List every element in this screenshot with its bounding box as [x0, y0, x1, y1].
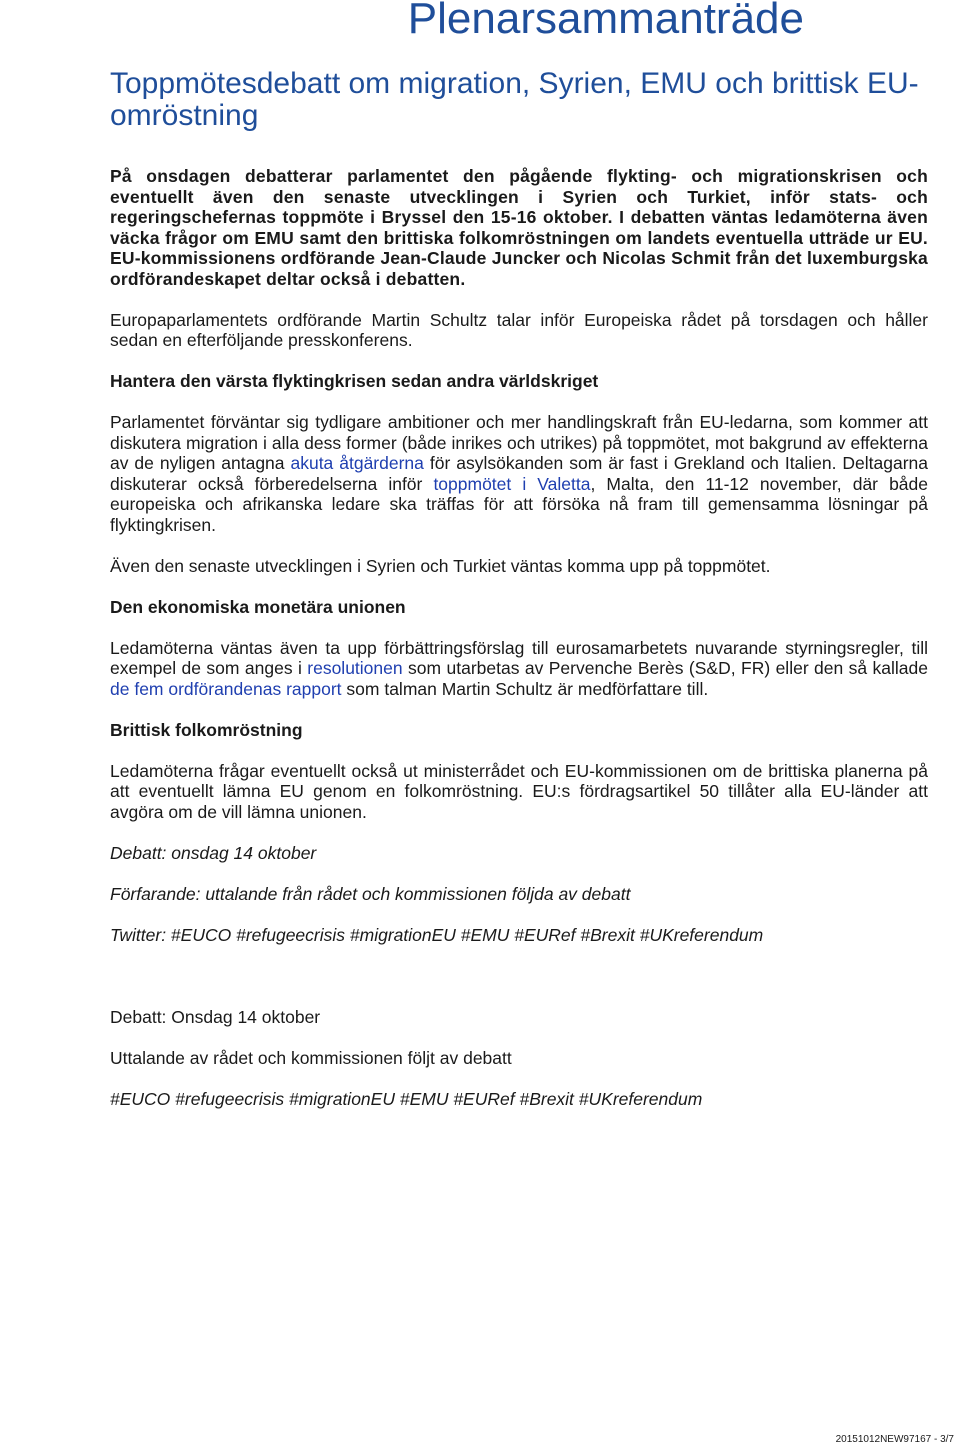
text-segment: Parlamentet förväntar sig tydligare ambitioner och mer handlingskraft från EU-ledarna, som kommer att diskutera migration i alla dess former (både inrikes och utrikes) på toppmötet, mot bakgrund av effekterna av de nyligen antagna: [110, 412, 928, 473]
link-resolutionen[interactable]: resolutionen: [307, 658, 403, 678]
lead-paragraph: På onsdagen debatterar parlamentet den pågående flykting- och migrationskrisen och eventuellt även den senaste utvecklingen i Syrien och Turkiet, inför stats- och regeringschefernas toppmöte i Bryssel den 15-16 oktober. I debatten väntas ledamöterna även väcka frågor om EMU samt den brittiska folkomröstningen om landets eventuella utträde ur EU. EU-kommissionens ordförande Jean-Claude Juncker och Nicolas Schmit från det luxemburgska ordförandeskapet deltar också i debatten.: [110, 166, 928, 289]
page-header-title: Plenarsammanträde: [407, 0, 804, 43]
summary-debate-date: Debatt: Onsdag 14 oktober: [110, 1006, 321, 1027]
emu-paragraph: [110, 638, 928, 700]
text-segment: för asylsökanden som är fast i Grekland och Italien. Deltagarna diskuterar också förberedelserna inför: [110, 453, 928, 494]
text-segment: , Malta, den 11-12 november, där både europeiska och afrikanska ledare ska träffas för att försöka nå fram till gemensamma lösningar på flyktingkrisen.: [110, 473, 928, 535]
article-title: Toppmötesdebatt om migration, Syrien, EMU och brittisk EU-omröstning: [110, 67, 919, 132]
section-heading-emu: Den ekonomiska monetära unionen: [110, 596, 406, 617]
article-body: [110, 166, 928, 1130]
brexit-paragraph: Ledamöterna frågar eventuellt också ut ministerrådet och EU-kommissionen om de brittiska planerna på att eventuellt lämna EU genom en folkomröstning. EU:s fördragsartikel 50 tillåter alla EU-länder att avgöra om de vill lämna unionen.: [110, 760, 928, 822]
link-toppmotet-valetta[interactable]: toppmötet i Valetta: [433, 473, 591, 494]
meta-debate-date: Debatt: onsdag 14 oktober: [110, 842, 317, 863]
text-segment: som talman Martin Schultz är medförfattare till.: [341, 678, 709, 699]
refugee-crisis-paragraph: [110, 412, 928, 535]
text-segment: Ledamöterna väntas även ta upp förbättringsförslag till eurosamarbetets nuvarande styrningsregler, till exempel de som anges i: [110, 637, 928, 678]
meta-procedure: Förfarande: uttalande från rådet och kommissionen följda av debatt: [110, 883, 631, 904]
syria-turkey-paragraph: Även den senaste utvecklingen i Syrien och Turkiet väntas komma upp på toppmötet.: [110, 555, 771, 576]
link-akuta-atgarderna[interactable]: akuta åtgärderna: [290, 453, 424, 473]
text-segment: som utarbetas av Pervenche Berès (S&D, FR) eller den så kallade: [402, 658, 928, 678]
section-heading-refugee-crisis: Hantera den värsta flyktingkrisen sedan andra världskriget: [110, 371, 599, 391]
spacer: [110, 966, 928, 1007]
summary-procedure: Uttalande av rådet och kommissionen följt av debatt: [110, 1047, 512, 1068]
summary-hashtags: #EUCO #refugeecrisis #migrationEU #EMU #EURef #Brexit #UKreferendum: [110, 1088, 703, 1109]
link-fem-ordforandenas-rapport[interactable]: de fem ordförandenas rapport: [110, 678, 342, 699]
section-heading-brexit: Brittisk folkomröstning: [110, 719, 303, 740]
intro-paragraph: Europaparlamentets ordförande Martin Schultz talar inför Europeiska rådet på torsdagen och håller sedan en efterföljande presskonferens.: [110, 309, 928, 350]
meta-twitter: Twitter: #EUCO #refugeecrisis #migrationEU #EMU #EURef #Brexit #UKreferendum: [110, 924, 764, 945]
page-footer-reference: 20151012NEW97167 - 3/7: [835, 1434, 954, 1445]
